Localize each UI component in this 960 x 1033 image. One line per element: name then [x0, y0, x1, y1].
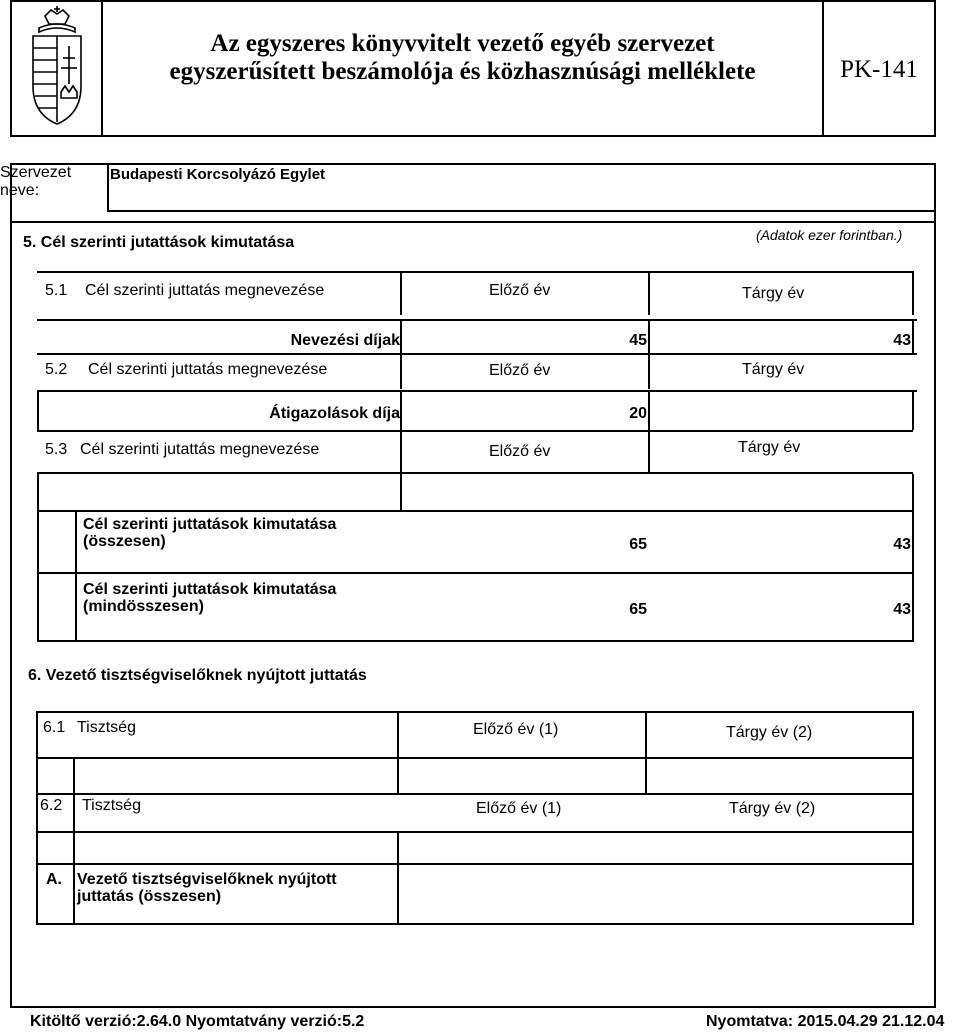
grand-total-label [83, 581, 336, 615]
row62-data[interactable] [36, 831, 914, 865]
row51-v2 [648, 271, 650, 315]
row61-curr-header: Tárgy év (2) [726, 724, 813, 741]
row51-data-top [37, 319, 917, 321]
row52-v1 [400, 353, 402, 389]
row53-data-top [37, 472, 913, 474]
total-curr: 43 [893, 536, 911, 553]
footer-printed: Nyomtatva: 2015.04.29 21.12.04 [706, 1013, 945, 1030]
row61-v1 [397, 711, 399, 759]
total-top [37, 510, 913, 512]
row61-data-v1 [73, 757, 75, 795]
section6-total-label-line1: Vezető tisztségviselőknek nyújtott [77, 871, 337, 888]
row51-data-v3 [912, 321, 914, 353]
row53-v1 [400, 432, 402, 472]
row52-data-v3 [912, 392, 914, 430]
row52-top [37, 353, 917, 355]
row61-data-v3 [645, 757, 647, 795]
row52-prev: 20 [629, 405, 647, 422]
grand-total-bottom [37, 640, 914, 642]
row62-curr-header: Tárgy év (2) [729, 800, 816, 817]
total-v0 [37, 510, 39, 642]
row62-label: Tisztség [82, 797, 141, 814]
row52-data-v0 [37, 392, 39, 430]
row53-data-v1 [400, 474, 402, 512]
org-label: Szervezet neve: [0, 164, 72, 199]
row53-prev-header: Előző év [489, 443, 551, 460]
row61-label: Tisztség [77, 719, 136, 736]
total-v2 [912, 510, 914, 642]
row62-num: 6.2 [40, 797, 63, 814]
form-title [105, 30, 820, 86]
section6-total-v1 [73, 863, 75, 925]
section6-total-label [77, 871, 337, 905]
row51-prev: 45 [629, 332, 647, 349]
section6-total-v2 [397, 863, 399, 925]
unit-note: (Adatok ezer forintban.) [756, 227, 903, 243]
row62-v1 [73, 793, 75, 833]
row51-label: Cél szerinti juttatás megnevezése [85, 282, 325, 299]
row52-label: Cél szerinti juttatás megnevezése [88, 361, 328, 378]
row61-data[interactable] [36, 757, 914, 795]
total-v1 [75, 510, 77, 642]
row61-num: 6.1 [43, 719, 66, 736]
grand-total-curr: 43 [893, 601, 911, 618]
org-name: Budapesti Korcsolyázó Egylet [110, 166, 326, 183]
row51-v1 [400, 271, 402, 315]
hungarian-coat-of-arms-icon [25, 6, 89, 126]
row51-data-v2 [648, 321, 650, 353]
row53-data-v0 [37, 474, 39, 512]
row53-curr-header: Tárgy év [738, 439, 801, 456]
form-title-line2: egyszerűsített beszámolója és közhasznúsági melléklete [169, 58, 756, 85]
section6-total-num: A. [46, 871, 62, 888]
row53-top [37, 430, 913, 432]
form-title-line1: Az egyszeres könyvvitelt vezető egyéb szervezet [210, 30, 715, 57]
row53-data-v3 [912, 474, 914, 512]
row53-num: 5.3 [45, 441, 68, 458]
row51-top [37, 271, 913, 273]
row61-prev-header: Előző év (1) [473, 721, 559, 738]
row51-num: 5.1 [45, 282, 68, 299]
section6-total-label-line2: juttatás (összesen) [77, 888, 222, 905]
grand-total-prev: 65 [629, 601, 647, 618]
row52-name: Átigazolások díja [269, 405, 400, 422]
row53-label: Cél szerinti jutattás megnevezése [80, 441, 320, 458]
row61-v2 [645, 711, 647, 759]
row62-prev-header: Előző év (1) [476, 800, 562, 817]
grand-total-top [37, 572, 913, 574]
row62-data-v2 [397, 831, 399, 865]
org-bottom-line [10, 221, 936, 223]
total-label [83, 516, 336, 550]
row61-data-v2 [397, 757, 399, 795]
row52-data-v1 [400, 392, 402, 430]
row51-curr: 43 [893, 332, 911, 349]
row51-data-v1 [400, 321, 402, 353]
row51-name: Nevezési díjak [290, 332, 400, 349]
row52-num: 5.2 [45, 361, 68, 378]
row51-v3 [912, 271, 914, 315]
total-label-line2: (összesen) [83, 533, 166, 550]
row52-curr-header: Tárgy év [742, 361, 805, 378]
footer-version: Kitöltő verzió:2.64.0 Nyomtatvány verzió:5.2 [30, 1013, 365, 1030]
row51-curr-header: Tárgy év [742, 285, 805, 302]
form-code: PK-141 [840, 56, 918, 83]
row53-v2 [648, 432, 650, 472]
row52-v2 [648, 353, 650, 389]
row52-data-v2 [648, 392, 650, 430]
section5-title: 5. Cél szerinti jutattások kimutatása [23, 234, 295, 251]
total-prev: 65 [629, 536, 647, 553]
grand-total-label-line2: (mindösszesen) [83, 598, 204, 615]
row52-prev-header: Előző év [489, 362, 551, 379]
section6-title: 6. Vezető tisztségviselőknek nyújtott juttatás [28, 667, 367, 684]
row62-data-v1 [73, 831, 75, 865]
row52-data-top [37, 390, 917, 392]
row51-prev-header: Előző év [489, 282, 551, 299]
header-divider-left [101, 0, 103, 137]
grand-total-label-line1: Cél szerinti juttatások kimutatása [83, 581, 337, 598]
total-label-line1: Cél szerinti juttatások kimutatása [83, 516, 337, 533]
